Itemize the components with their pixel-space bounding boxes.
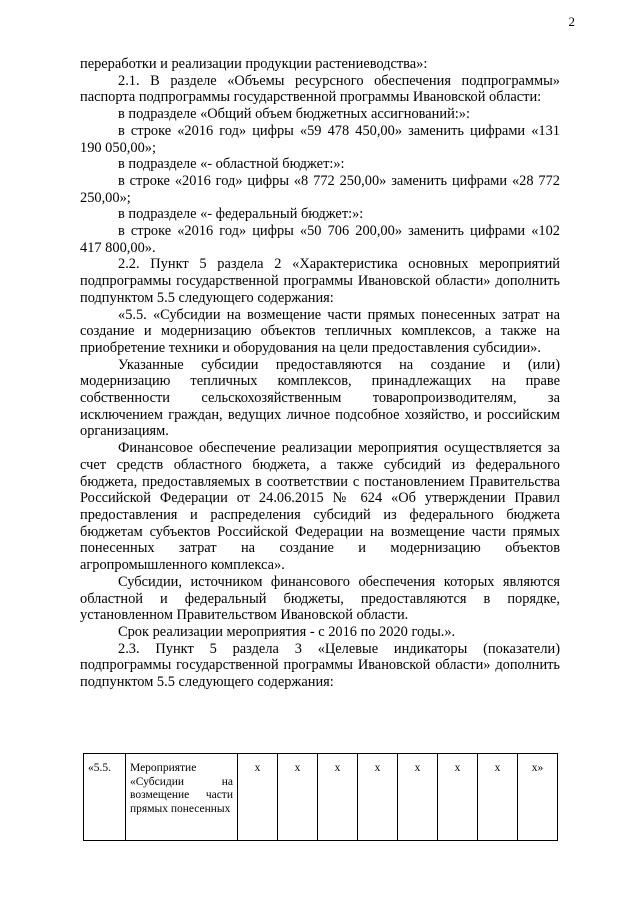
paragraph: 2.3. Пункт 5 раздела 3 «Целевые индикаторы (показатели) подпрограммы государственной программы Ивановской области» дополнить подпунктом 5.5 следующего содержания: — [80, 640, 560, 691]
paragraph: 2.2. Пункт 5 раздела 2 «Характеристика основных мероприятий подпрограммы государственной программы Ивановской области» дополнить подпунктом 5.5 следующего содержания: — [80, 256, 560, 306]
table-row — [84, 754, 558, 841]
table-cell-value: х — [438, 754, 478, 841]
paragraph: Финансовое обеспечение реализации мероприятия осуществляется за счет средств областного бюджета, а также субсидий из федерального бюджета, предоставляемых в соответствии с постановлением Правительства Российской Федерации от 24.06.2015 № 624 «Об утверждении Правил предоставления и распределения субсидий из федерального бюджета бюджетам субъектов Российской Федерации на возмещение части прямых понесенных затрат на создание и модернизацию объектов агропромышленного комплекса». — [80, 440, 560, 574]
paragraph: в подразделе «- федеральный бюджет:»: — [118, 206, 364, 223]
table-cell-value: х — [318, 754, 358, 841]
table-cell-value: х — [358, 754, 398, 841]
paragraph: в строке «2016 год» цифры «8 772 250,00» заменить цифрами «28 772 250,00»; — [80, 172, 560, 206]
paragraph: переработки и реализации продукции растениеводства»: — [80, 56, 428, 72]
table-cell-value: х» — [518, 754, 558, 841]
paragraph: 2.1. В разделе «Объемы ресурсного обеспечения подпрограммы» паспорта подпрограммы государственной программы Ивановской области: — [80, 72, 560, 106]
paragraph: в строке «2016 год» цифры «50 706 200,00» заменить цифрами «102 417 800,00». — [80, 223, 560, 256]
paragraph: Указанные субсидии предоставляются на создание и (или) модернизацию тепличных комплексов, принадлежащих на праве собственности сельскохозяйственным товаропроизводителям, за исключением граждан, ведущих личное подсобное хозяйство, и российским организациям. — [80, 356, 560, 440]
table-cell-value: х — [478, 754, 518, 841]
paragraph: Срок реализации мероприятия - с 2016 по 2020 годы.». — [118, 623, 456, 640]
table-cell-value: х — [238, 754, 278, 841]
paragraph: в строке «2016 год» цифры «59 478 450,00» заменить цифрами «131 190 050,00»; — [80, 122, 560, 156]
indicators-table — [83, 753, 558, 841]
paragraph: в подразделе «Общий объем бюджетных ассигнований:»: — [118, 106, 470, 123]
table-cell-measure: Мероприятие «Субсидии на возмещение части прямых понесенных — [126, 754, 238, 841]
table-cell-value: х — [398, 754, 438, 841]
paragraph: «5.5. «Субсидии на возмещение части прямых понесенных затрат на создание и модернизацию объектов тепличных комплексов, а также на приобретение техники и оборудования на цели предоставления субсидии». — [80, 306, 560, 356]
table-cell-value: х — [278, 754, 318, 841]
paragraph: Субсидии, источником финансового обеспечения которых являются областной и федеральный бюджеты, предоставляются в порядке, установленном Правительством Ивановской области. — [80, 573, 560, 624]
table-cell-number: «5.5. — [84, 754, 126, 841]
paragraph: в подразделе «- областной бюджет:»: — [118, 156, 345, 173]
page-number: 2 — [568, 14, 575, 29]
document-body — [80, 56, 560, 691]
